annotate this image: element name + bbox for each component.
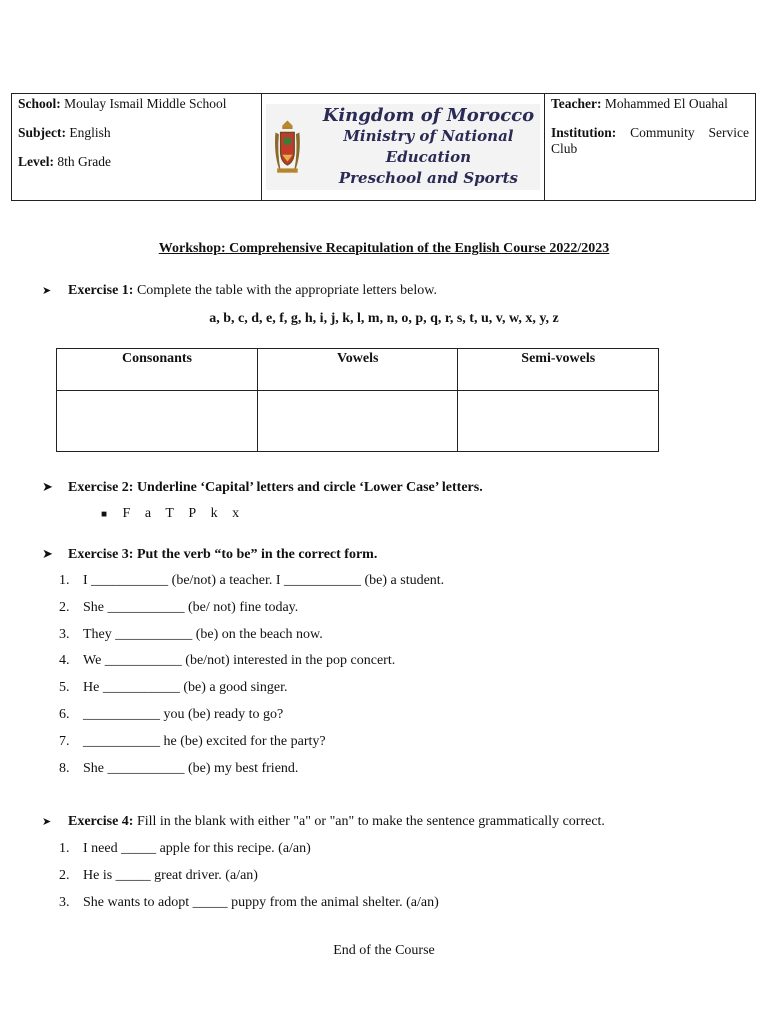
letter: k [210,506,218,521]
vowels-answer-cell[interactable] [257,391,458,452]
square-bullet-icon: ■ [101,509,108,520]
semi-vowels-answer-cell[interactable] [458,391,659,452]
arrow-bullet-icon: ➤ [42,816,52,828]
school-label: School: [18,96,61,111]
exercise-1-label: Exercise 1: [68,283,134,298]
header-table [11,93,756,201]
list-item: 1. I need _____ apple for this recipe. (a/an) [59,841,311,856]
exercise-3-label: Exercise 3: Put the verb “to be” in the correct form. [68,547,378,562]
arrow-bullet-icon: ➤ [42,479,53,494]
ministry-logo [266,104,540,190]
header-right-cell [545,94,755,200]
header-logo-cell [262,94,545,200]
exercise-4-label: Exercise 4: [68,814,134,829]
list-item: 7. ___________ he (be) excited for the party? [59,733,326,749]
end-of-course-text: End of the Course [333,943,435,958]
list-item: 8. She ___________ (be) my best friend. [59,760,299,776]
list-item: 6. ___________ you (be) ready to go? [59,706,284,722]
exercise-1-instruction: Complete the table with the appropriate letters below. [136,283,437,298]
exercise-3-item: They ___________ (be) on the beach now. [83,626,323,642]
institution-word-1: Community [630,125,695,140]
arrow-bullet-icon: ➤ [42,285,52,297]
exercise-3-item: ___________ you (be) ready to go? [83,706,284,722]
exercise-3-item: She ___________ (be/ not) fine today. [83,599,299,615]
letters-table [56,348,659,452]
exercise-3-item: She ___________ (be) my best friend. [83,760,299,776]
header-left-cell [12,94,262,200]
list-item: 4. We ___________ (be/not) interested in the pop concert. [59,653,396,669]
level-label: Level: [18,154,54,169]
exercise-3-list [59,573,444,787]
teacher-label: Teacher: [551,96,602,111]
level-name: 8th Grade [57,154,111,169]
exercise-3-item: I ___________ (be/not) a teacher. I ___________ (be) a student. [83,573,445,588]
exercise-3-item: ___________ he (be) excited for the party? [83,733,326,749]
consonants-answer-cell[interactable] [57,391,258,452]
logo-line-1: Kingdom of Morocco [322,105,535,126]
letter: P [188,506,197,521]
logo-line-3: Preschool and Sports [338,169,518,187]
exercise-4-item: She wants to adopt _____ puppy from the animal shelter. (a/an) [83,894,439,910]
column-header-semi-vowels: Semi-vowels [458,349,659,391]
arrow-bullet-icon: ➤ [42,546,53,561]
institution-word-2: Service [708,125,749,140]
exercise-3-item: We ___________ (be/not) interested in the pop concert. [83,653,396,669]
alphabet-letters: a, b, c, d, e, f, g, h, i, j, k, l, m, n, o, p, q, r, s, t, u, v, w, x, y, z [209,311,559,326]
column-header-consonants: Consonants [57,349,258,391]
exercise-4-list [59,841,439,921]
exercise-2-label: Exercise 2: Underline ‘Capital’ letters and circle ‘Lower Case’ letters. [68,480,483,495]
exercise-1-heading [42,283,437,299]
list-item: 2. He is _____ great driver. (a/an) [59,867,258,883]
list-item: 3. She wants to adopt _____ puppy from the animal shelter. (a/an) [59,894,439,910]
subject-name: English [69,125,111,140]
column-header-vowels: Vowels [257,349,458,391]
exercise-3-heading [42,546,377,563]
list-item: 2. She ___________ (be/ not) fine today. [59,599,299,615]
institution-word-3: Club [551,141,578,156]
letter: T [165,506,174,521]
institution-label: Institution: [551,125,617,140]
page-title: Workshop: Comprehensive Recapitulation of the English Course 2022/2023 [158,241,610,256]
teacher-name: Mohammed El Ouahal [604,96,728,111]
exercise-4-item: I need _____ apple for this recipe. (a/an) [83,841,311,856]
letter: x [232,506,240,521]
list-item: 3. They ___________ (be) on the beach now. [59,626,323,642]
exercise-4-heading [42,814,605,830]
exercise-3-item: He ___________ (be) a good singer. [83,680,288,696]
exercise-2-heading [42,479,483,496]
coat-of-arms-icon [272,114,303,180]
list-item: 5. He ___________ (be) a good singer. [59,680,288,696]
exercise-2-letters [101,506,250,522]
letter: F [122,506,131,521]
subject-label: Subject: [18,125,66,140]
exercise-4-item: He is _____ great driver. (a/an) [83,867,258,883]
logo-line-2: Ministry of National Education [343,127,514,166]
school-name: Moulay Ismail Middle School [64,96,227,111]
exercise-4-instruction: Fill in the blank with either "a" or "an" to make the sentence grammatically correct. [136,814,605,829]
letter: a [144,506,152,521]
list-item: 1. I ___________ (be/not) a teacher. I ___________ (be) a student. [59,573,445,588]
